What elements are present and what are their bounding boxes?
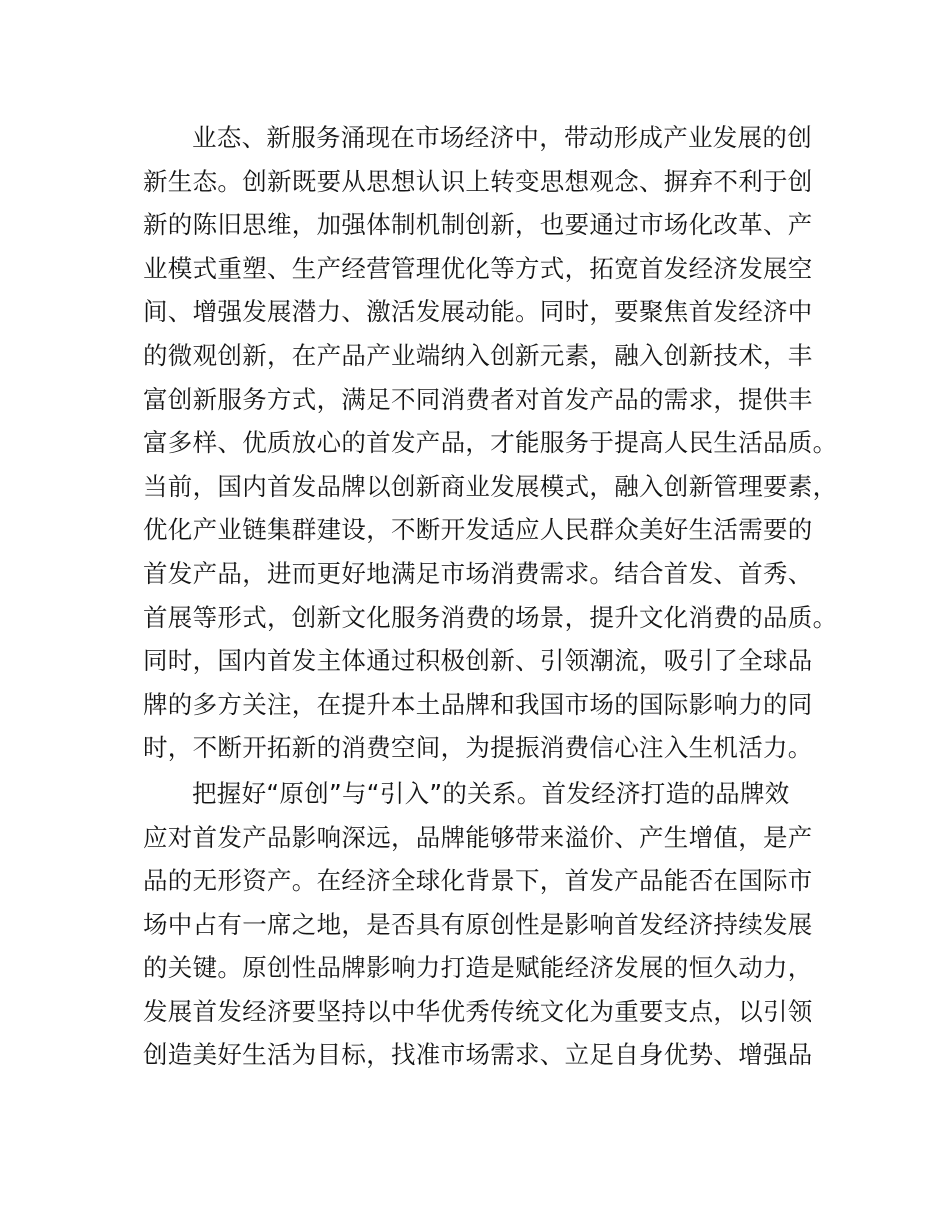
text-line: 当前，国内首发品牌以创新商业发展模式，融入创新管理要素，: [143, 471, 838, 501]
text-line: 业模式重塑、生产经营管理优化等方式，拓宽首发经济发展空: [143, 253, 813, 283]
body-text: [143, 116, 843, 1077]
text-line: 牌的多方关注，在提升本土品牌和我国市场的国际影响力的同: [143, 689, 813, 719]
text-line: 富多样、优质放心的首发产品，才能服务于提高人民生活品质。: [143, 428, 838, 458]
text-line: 新的陈旧思维，加强体制机制创新，也要通过市场化改革、产: [143, 210, 813, 240]
text-line: 业态、新服务涌现在市场经济中，带动形成产业发展的创: [192, 123, 812, 152]
text-line: 创造美好生活为目标，找准市场需求、立足自身优势、增强品: [143, 1040, 813, 1070]
text-line: 的微观创新，在产品产业端纳入创新元素，融入创新技术，丰: [143, 340, 813, 370]
text-line: 同时，国内首发主体通过积极创新、引领潮流，吸引了全球品: [143, 646, 813, 676]
text-line: 的关键。原创性品牌影响力打造是赋能经济发展的恒久动力，: [143, 953, 813, 983]
text-line: 优化产业链集群建设，不断开发适应人民群众美好生活需要的: [143, 515, 813, 545]
text-line: 新生态。创新既要从思想认识上转变思想观念、摒弃不利于创: [143, 166, 813, 196]
text-line: 首展等形式，创新文化服务消费的场景，提升文化消费的品质。: [143, 602, 838, 632]
text-line: 场中占有一席之地，是否具有原创性是影响首发经济持续发展: [143, 909, 813, 939]
text-line: 品的无形资产。在经济全球化背景下，首发产品能否在国际市: [143, 866, 813, 896]
text-line: 间、增强发展潜力、激活发展动能。同时，要聚焦首发经济中: [143, 297, 813, 327]
text-line: 应对首发产品影响深远，品牌能够带来溢价、产生增值，是产: [143, 822, 813, 852]
text-line: 首发产品，进而更好地满足市场消费需求。结合首发、首秀、: [143, 558, 813, 588]
text-line: 时，不断开拓新的消费空间，为提振消费信心注入生机活力。: [143, 733, 813, 763]
text-line: 发展首发经济要坚持以中华优秀传统文化为重要支点，以引领: [143, 996, 813, 1026]
paragraph-2: [143, 772, 843, 1077]
text-line: 富创新服务方式，满足不同消费者对首发产品的需求，提供丰: [143, 384, 813, 414]
text-line: 把握好“原创”与“引入”的关系。首发经济打造的品牌效: [192, 778, 790, 808]
paragraph-1: [143, 116, 843, 770]
